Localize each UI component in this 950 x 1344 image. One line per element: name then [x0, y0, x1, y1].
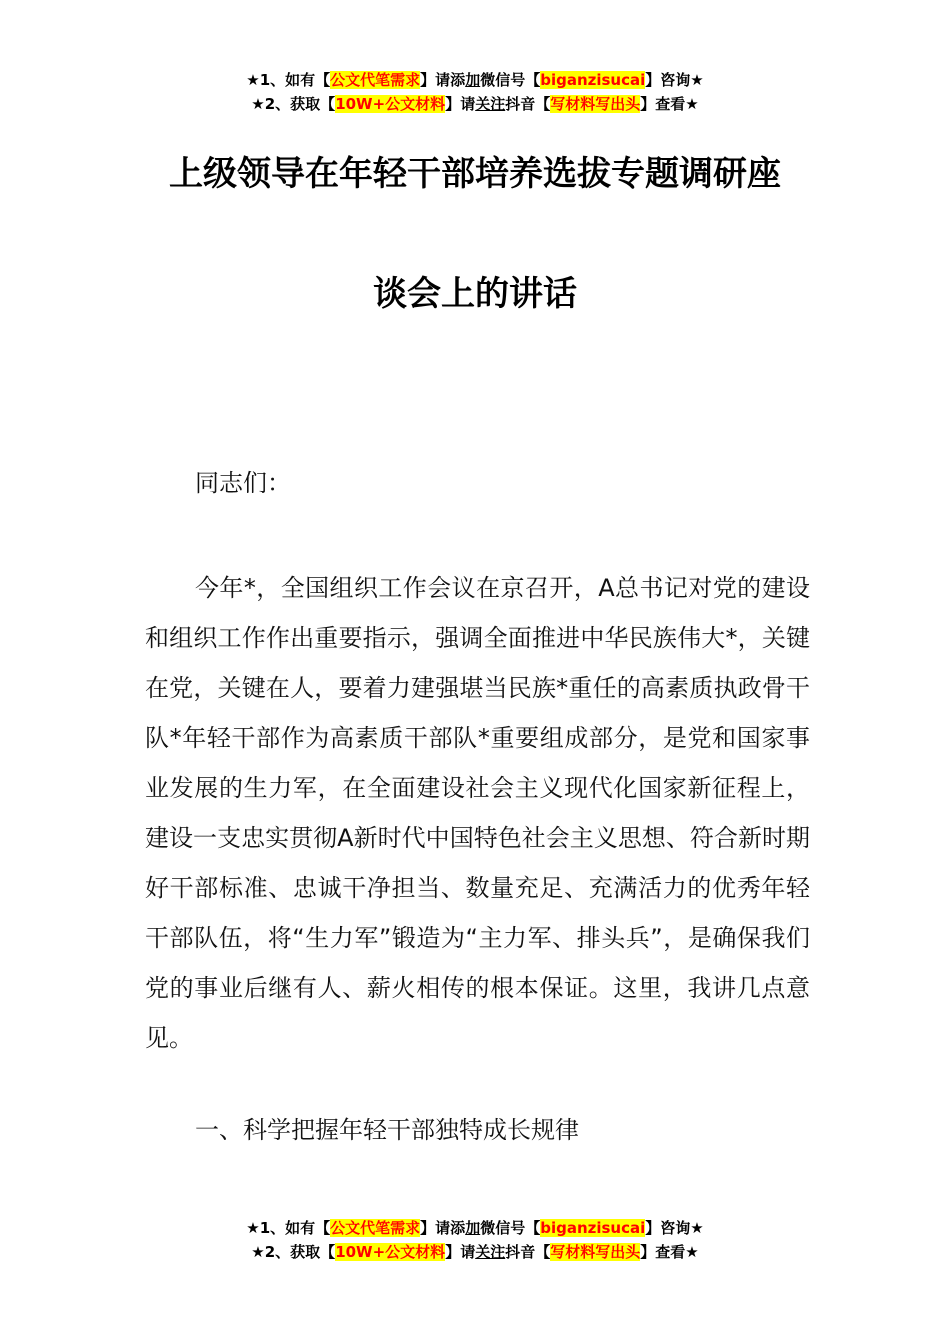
banner-highlight-douyin: 写材料写出头: [550, 95, 641, 113]
banner-highlight-materials: 10W+公文材料: [335, 1243, 446, 1261]
section-heading: 一、科学把握年轻干部独特成长规律: [195, 1116, 579, 1144]
document-title-line-2: 谈会上的讲话: [373, 274, 577, 314]
banner-line-1: ★1、如有【公文代笔需求】请添加微信号【biganzisucai】咨询★: [246, 1219, 704, 1237]
document-title-line-1: 上级领导在年轻干部培养选拔专题调研座: [169, 154, 781, 194]
banner-highlight-service: 公文代笔需求: [330, 1219, 421, 1237]
banner-line-1: ★1、如有【公文代笔需求】请添加微信号【biganzisucai】咨询★: [246, 71, 704, 89]
header-banner: [0, 68, 950, 116]
banner-line-2: ★2、获取【10W+公文材料】请关注抖音【写材料写出头】查看★: [251, 95, 699, 113]
body-paragraph: 今年*，全国组织工作会议在京召开，A总书记对党的建设和组织工作作出重要指示，强调全面推进中华民族伟大*，关键在党，关键在人，要着力建强堪当民族*重任的高素质执政骨干队*年轻干部作为高素质干部队*重要组成部分，是党和国家事业发展的生力军，在全面建设社会主义现代化国家新征程上，建设一支忠实贯彻A新时代中国特色社会主义思想、符合新时期好干部标准、忠诚干净担当、数量充足、充满活力的优秀年轻干部队伍，将“生力军”锻造为“主力军、排头兵”，是确保我们党的事业后继有人、薪火相传的根本保证。这里，我讲几点意见。: [145, 574, 810, 1052]
banner-highlight-douyin: 写材料写出头: [550, 1243, 641, 1261]
banner-line-2: ★2、获取【10W+公文材料】请关注抖音【写材料写出头】查看★: [251, 1243, 699, 1261]
banner-highlight-service: 公文代笔需求: [330, 71, 421, 89]
banner-highlight-wechat-id: biganzisucai: [540, 71, 646, 89]
greeting: 同志们：: [195, 469, 291, 497]
banner-highlight-wechat-id: biganzisucai: [540, 1219, 646, 1237]
footer-banner: [0, 1216, 950, 1264]
banner-highlight-materials: 10W+公文材料: [335, 95, 446, 113]
